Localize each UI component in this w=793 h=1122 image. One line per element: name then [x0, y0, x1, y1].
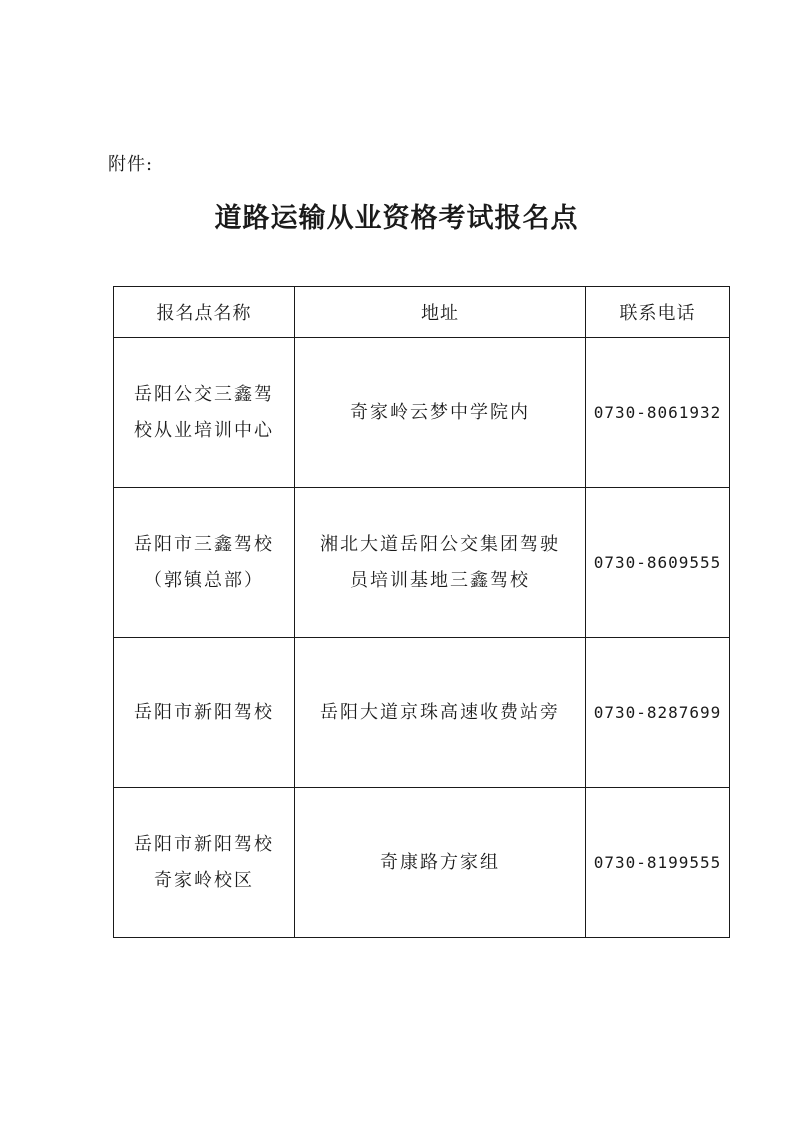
site-name-line: 岳阳市新阳驾校 — [134, 833, 274, 855]
site-phone-cell: 0730-8199555 — [586, 788, 730, 938]
site-address-line: 员培训基地三鑫驾校 — [350, 569, 530, 591]
site-name-line: 奇家岭校区 — [154, 869, 254, 891]
site-name-line: 岳阳公交三鑫驾 — [134, 383, 274, 405]
site-address-line: 奇家岭云梦中学院内 — [350, 401, 530, 423]
site-name-cell — [114, 788, 295, 938]
table-header-row — [114, 287, 730, 338]
table-row — [114, 488, 730, 638]
site-phone-cell: 0730-8061932 — [586, 338, 730, 488]
site-address-cell — [295, 788, 586, 938]
site-address-cell — [295, 338, 586, 488]
table-row — [114, 338, 730, 488]
site-name-cell — [114, 638, 295, 788]
attachment-label: 附件: — [108, 154, 154, 175]
site-name-line: （郭镇总部） — [144, 569, 264, 591]
site-address-line: 湘北大道岳阳公交集团驾驶 — [320, 533, 560, 555]
header-phone: 联系电话 — [586, 287, 730, 338]
site-address-cell — [295, 488, 586, 638]
registration-sites-table — [113, 286, 730, 938]
table-row — [114, 638, 730, 788]
header-address: 地址 — [295, 287, 586, 338]
site-phone-cell: 0730-8287699 — [586, 638, 730, 788]
site-name-line: 岳阳市三鑫驾校 — [134, 533, 274, 555]
site-name-cell — [114, 488, 295, 638]
site-phone-cell: 0730-8609555 — [586, 488, 730, 638]
document-title: 道路运输从业资格考试报名点 — [214, 203, 579, 234]
site-name-line: 校从业培训中心 — [134, 419, 274, 441]
table-row — [114, 788, 730, 938]
site-address-cell — [295, 638, 586, 788]
site-name-line: 岳阳市新阳驾校 — [134, 701, 274, 723]
site-name-cell — [114, 338, 295, 488]
header-name: 报名点名称 — [114, 287, 295, 338]
site-address-line: 岳阳大道京珠高速收费站旁 — [320, 701, 560, 723]
site-address-line: 奇康路方家组 — [380, 851, 500, 873]
